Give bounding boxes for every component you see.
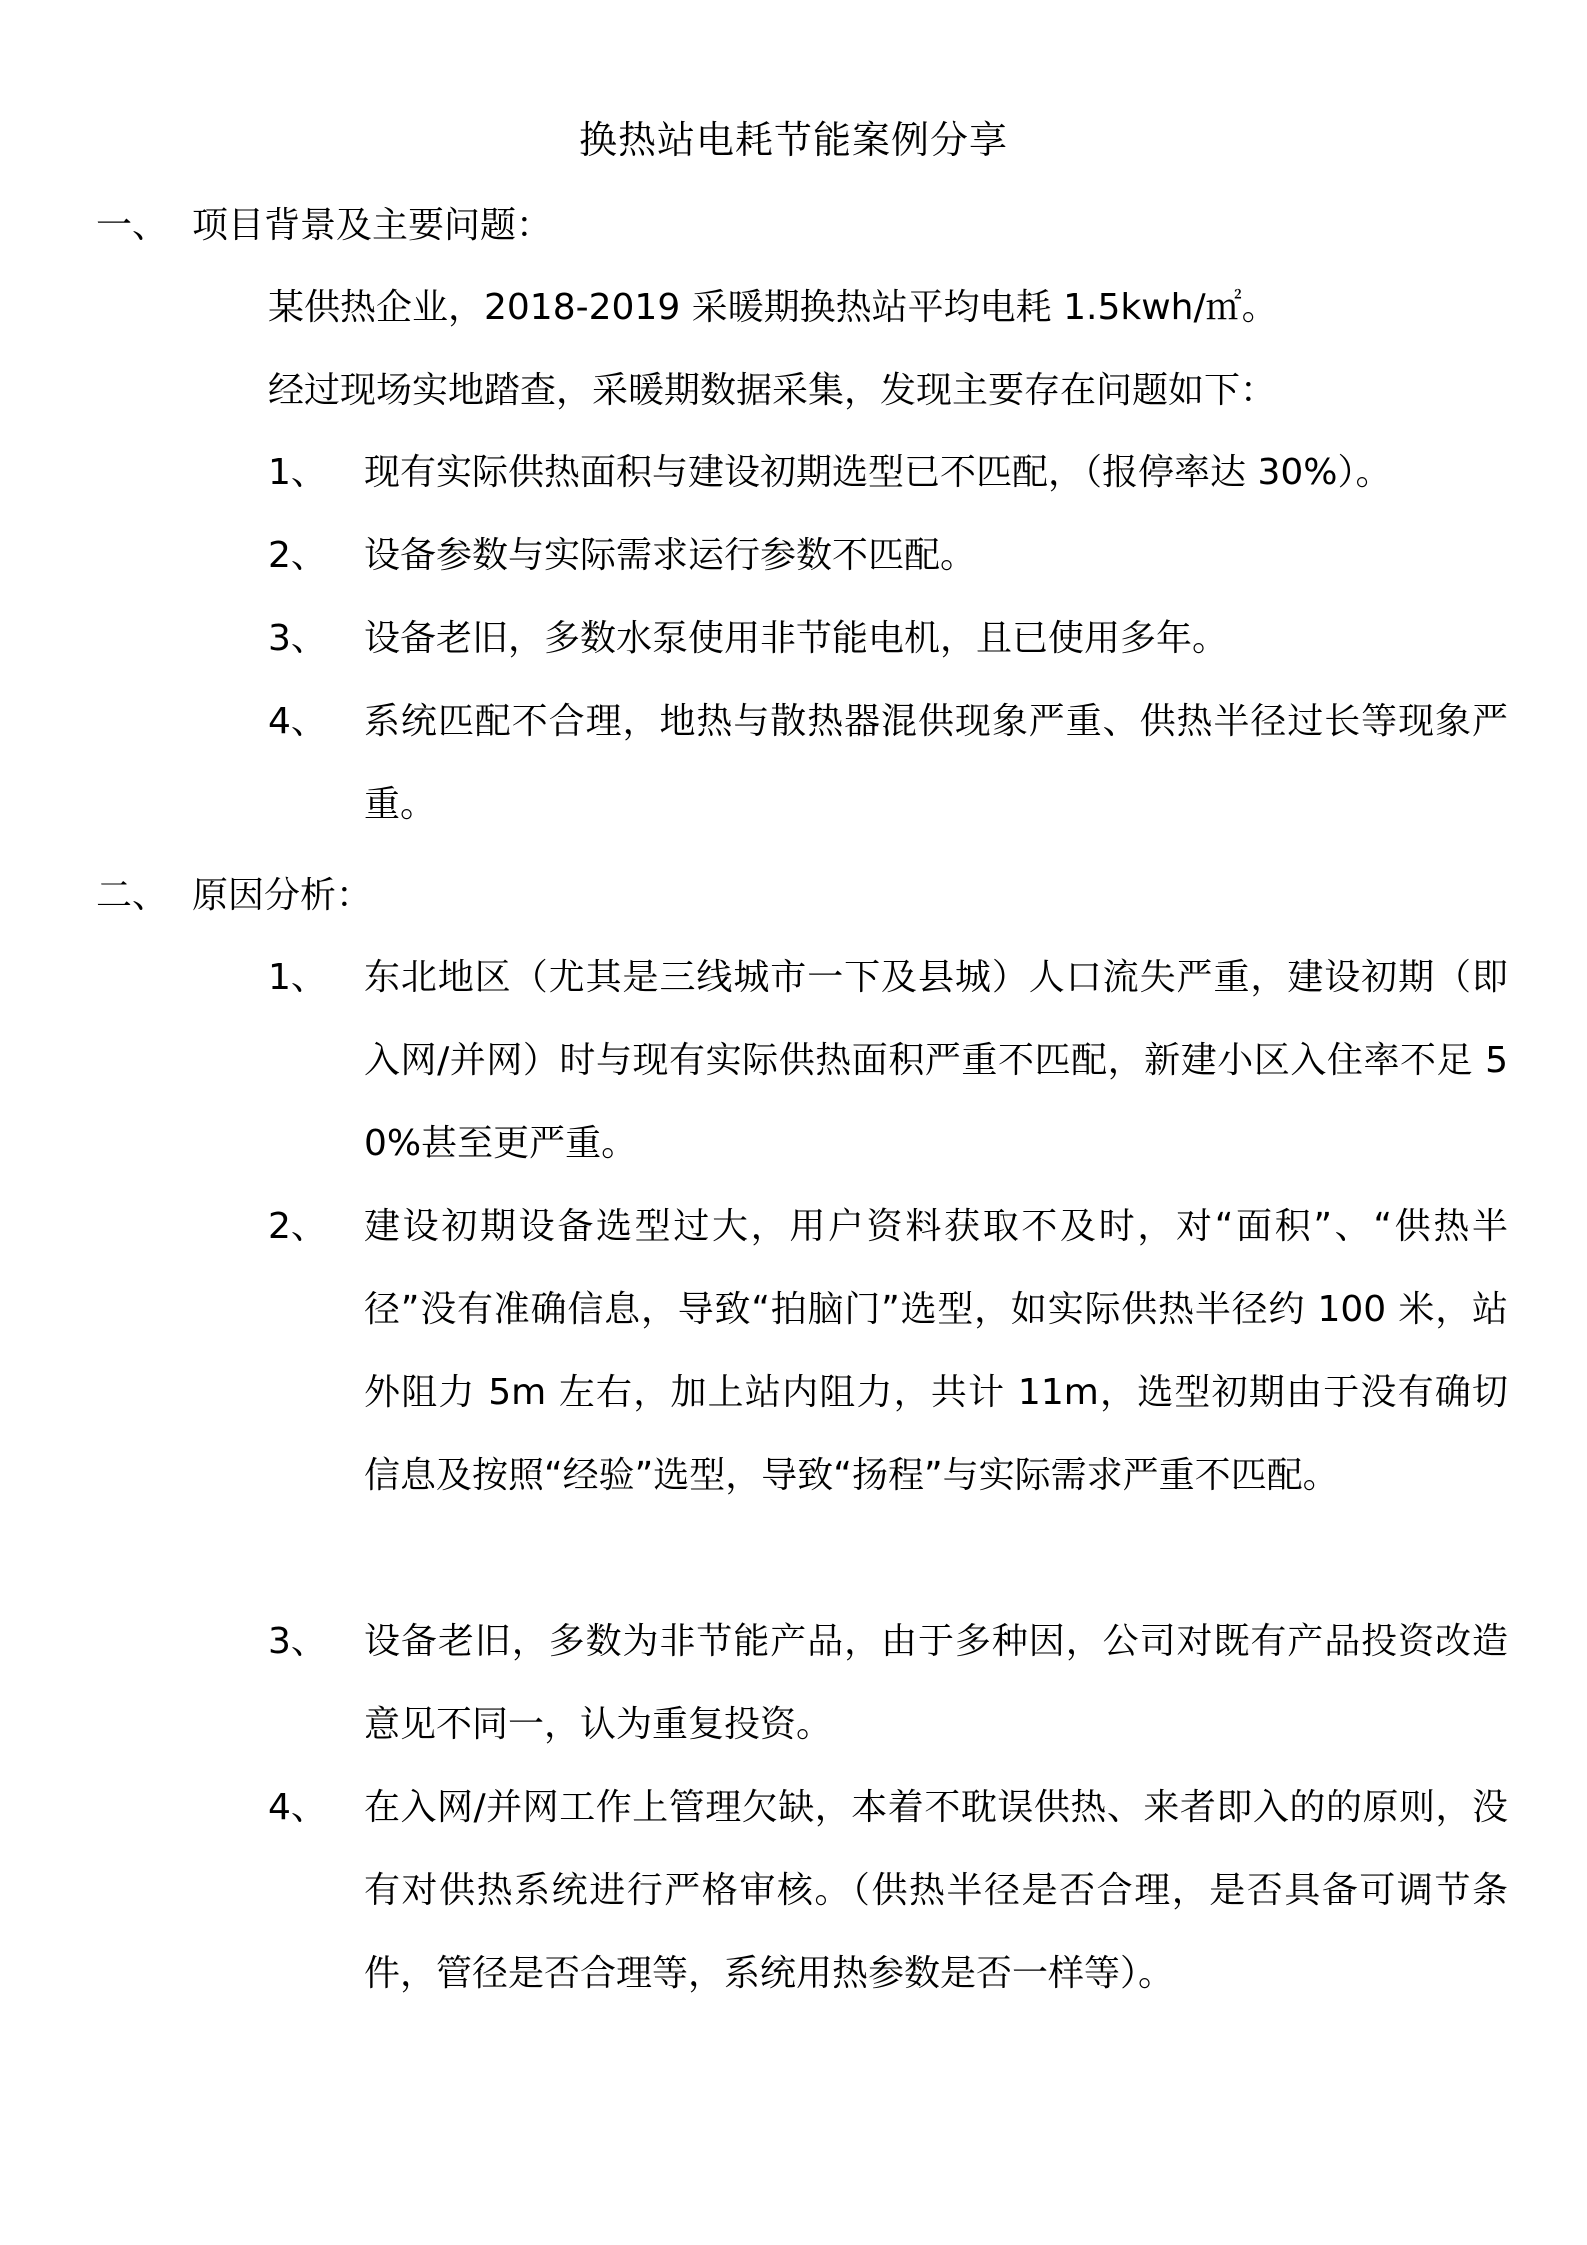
section-2-heading [96,866,372,926]
item-text: 在入网/并网工作上管理欠缺，本着不耽误供热、来者即入的的原则，没有对供热系统进行严格审核。（供热半径是否合理，是否具备可调节条件，管径是否合理等，系统用热参数是否一样等）。 [364,1787,1508,1994]
section-1-paragraph-2: 经过现场实地踏查，采暖期数据采集，发现主要存在问题如下： [268,370,1277,411]
section-2-title: 原因分析： [192,875,373,916]
item-number: 3、 [268,1621,327,1662]
section-1-item-3 [268,597,1508,680]
item-text: 设备老旧，多数为非节能产品，由于多种因，公司对既有产品投资改造意见不同一，认为重复投资。 [364,1621,1508,1745]
section-2-number: 二、 [96,875,169,916]
item-number: 1、 [268,452,327,493]
section-1-paragraph-1: 某供热企业，2018-2019 采暖期换热站平均电耗 1.5kwh/㎡。 [268,287,1278,328]
item-text: 设备参数与实际需求运行参数不匹配。 [364,535,977,576]
section-2-item-4 [268,1766,1508,2015]
section-1-item-2 [268,514,1508,597]
section-1-title: 项目背景及主要问题： [192,205,553,246]
section-1-item-1 [268,431,1508,514]
item-text: 设备老旧，多数水泵使用非节能电机，且已使用多年。 [364,618,1229,659]
document-title: 换热站电耗节能案例分享 [578,118,1008,162]
item-text: 东北地区（尤其是三线城市一下及县城）人口流失严重，建设初期（即入网/并网）时与现有实际供热面积严重不匹配，新建小区入住率不足 50%甚至更严重。 [364,957,1508,1164]
section-2-item-1 [268,936,1508,1185]
item-text: 系统匹配不合理，地热与散热器混供现象严重、供热半径过长等现象严重。 [364,701,1508,825]
item-number: 4、 [268,1787,327,1828]
section-1-heading [96,196,552,256]
item-number: 3、 [268,618,327,659]
item-text: 建设初期设备选型过大，用户资料获取不及时，对“面积”、“供热半径”没有准确信息，导致“拍脑门”选型，如实际供热半径约 100 米，站外阻力 5m 左右，加上站内阻力，共计 11m，选型初期由于没有确切信息及按照“经验”选型，导致“扬程”与实际需求严重不匹配。 [364,1206,1508,1496]
section-2-item-3 [268,1600,1508,1766]
section-1-number: 一、 [96,205,169,246]
section-2-item-2 [268,1185,1508,1517]
item-number: 2、 [268,1206,327,1247]
item-number: 2、 [268,535,327,576]
item-number: 4、 [268,701,327,742]
item-text: 现有实际供热面积与建设初期选型已不匹配，（报停率达 30%）。 [364,452,1392,493]
section-1-item-4 [268,680,1508,846]
item-number: 1、 [268,957,327,998]
